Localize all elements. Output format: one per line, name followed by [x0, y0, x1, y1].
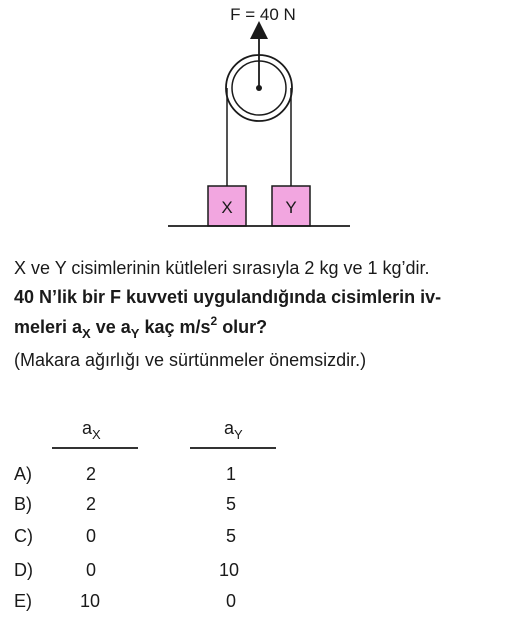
option-label: D): [14, 560, 33, 580]
question-line-1: X ve Y cisimlerinin kütleleri sırasıyla 2 kg ve 1 kg’dir.: [14, 258, 430, 278]
header-ay: $a_Y$: [224, 418, 243, 442]
option-label: A): [14, 464, 32, 484]
ay-value: 0: [226, 591, 237, 611]
q3-after: kaç m/s: [139, 317, 211, 337]
ax-value: 0: [86, 526, 97, 546]
block-y-label: Y: [285, 198, 297, 217]
ay-value: 5: [226, 494, 237, 514]
q3-sub-y: Y: [130, 326, 140, 341]
ay-value: 10: [219, 560, 240, 580]
ax-value: 10: [80, 591, 101, 611]
block-x-label: X: [221, 198, 233, 217]
option-label: C): [14, 526, 33, 546]
q3-sub-x: X: [82, 326, 91, 341]
q3-sup: 2: [210, 314, 218, 328]
q3-mid: ve a: [90, 317, 131, 337]
question-note: (Makara ağırlığı ve sürtünmeler önemsizdir.): [14, 350, 367, 370]
ax-value: 2: [86, 494, 97, 514]
ax-value: 0: [86, 560, 97, 580]
answer-row-d[interactable]: [0, 560, 518, 584]
ax-value: 2: [86, 464, 97, 484]
header-ay-underline: [190, 447, 276, 449]
pulley-axle: [256, 85, 262, 91]
q3-end: olur?: [217, 317, 268, 337]
answer-row-a[interactable]: [0, 464, 518, 488]
answer-row-c[interactable]: [0, 526, 518, 550]
answer-row-b[interactable]: [0, 494, 518, 518]
question-line-3: [14, 316, 267, 340]
option-label: B): [14, 494, 32, 514]
q3-prefix: meleri a: [14, 317, 83, 337]
ay-value: 5: [226, 526, 237, 546]
question-line-2: 40 N’lik bir F kuvveti uygulandığında cisimlerin iv-: [14, 287, 442, 307]
answer-row-e[interactable]: [0, 591, 518, 615]
option-label: E): [14, 591, 32, 611]
pulley-diagram: [0, 0, 518, 240]
header-ax: $a_X$: [82, 418, 101, 442]
header-ax-underline: [52, 447, 138, 449]
force-label: F = 40 N: [230, 5, 296, 24]
ay-value: 1: [226, 464, 237, 484]
